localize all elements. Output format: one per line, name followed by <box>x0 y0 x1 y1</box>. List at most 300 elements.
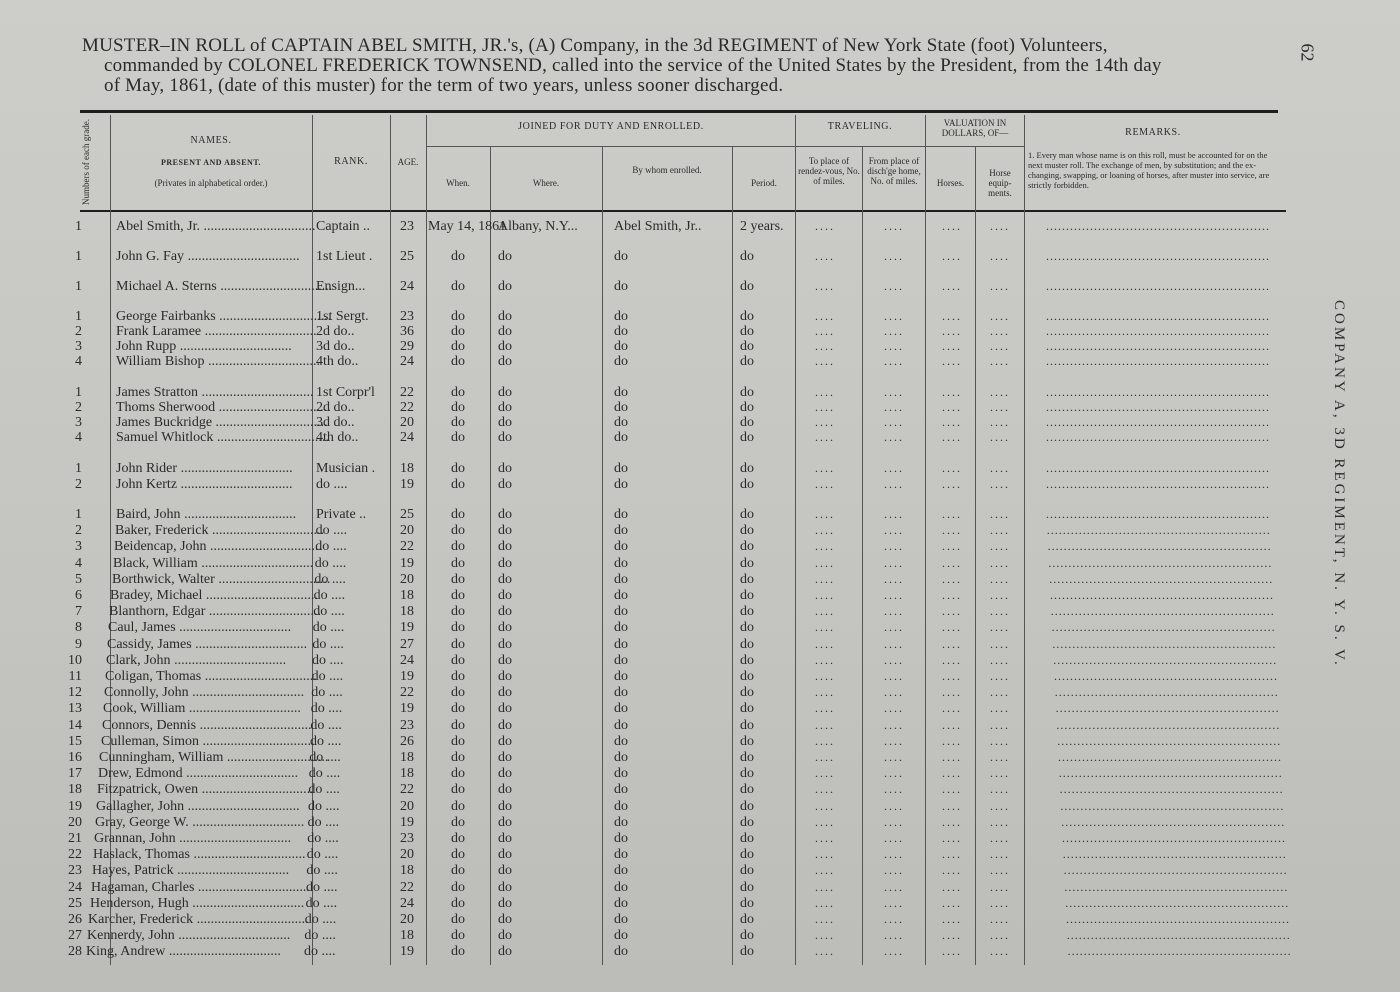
enrolled-by: do <box>614 477 628 492</box>
row-number: 25 <box>68 895 82 911</box>
enroll-period: do <box>740 430 754 445</box>
enroll-period: do <box>740 539 754 555</box>
member-name: James Buckridge ..... <box>116 415 346 430</box>
to-place-blank: .... <box>815 400 835 414</box>
row-number: 1 <box>75 507 82 522</box>
table-row <box>0 637 1290 652</box>
enrolled-by: do <box>614 309 628 324</box>
enroll-period: do <box>740 249 754 264</box>
enrolled-by: do <box>614 766 628 782</box>
header-where: Where. <box>532 178 560 188</box>
enrolled-by: do <box>614 912 628 927</box>
member-name: John G. Fay ..... <box>116 249 346 264</box>
remarks-blank: ........................................................ <box>1046 279 1270 293</box>
from-place-blank: .... <box>884 523 904 538</box>
horses-blank: .... <box>942 249 962 263</box>
enroll-where: do <box>498 324 512 339</box>
horses-blank: .... <box>942 219 962 233</box>
enroll-period: do <box>740 814 754 830</box>
member-name: Gallagher, John ..... <box>96 799 326 814</box>
remarks-blank: ........................................................ <box>1063 863 1288 878</box>
enroll-period: do <box>740 555 754 571</box>
from-place-blank: .... <box>884 461 904 475</box>
member-rank: Private .. <box>316 507 367 522</box>
table-row <box>0 572 1290 587</box>
enrolled-by: do <box>614 588 628 603</box>
enrolled-by: do <box>614 249 628 264</box>
row-number: 23 <box>68 863 82 879</box>
header-from-place: From place of disch'ge home, No. of miles. <box>867 156 921 186</box>
enroll-where: do <box>498 309 512 324</box>
row-number: 4 <box>75 430 82 445</box>
member-age: 18 <box>400 604 414 620</box>
member-name: Drew, Edmond ..... <box>98 766 328 781</box>
horse-equip-blank: .... <box>990 539 1010 554</box>
remarks-blank: ........................................................ <box>1061 814 1286 829</box>
enrolled-by: do <box>614 400 628 415</box>
from-place-blank: .... <box>884 669 904 683</box>
enroll-where: do <box>498 669 512 684</box>
enroll-where: do <box>498 430 512 445</box>
horse-equip-blank: .... <box>990 814 1010 829</box>
enroll-where: do <box>498 354 512 369</box>
enrolled-by: do <box>614 636 628 652</box>
row-number: 19 <box>68 798 82 814</box>
horse-equip-blank: .... <box>990 279 1010 293</box>
enroll-when: do <box>451 717 465 733</box>
enroll-where: do <box>498 863 512 879</box>
row-number: 1 <box>75 279 82 294</box>
row-number: 18 <box>68 782 82 798</box>
remarks-blank: ........................................................ <box>1051 620 1276 635</box>
header-age: AGE. <box>397 157 419 167</box>
member-age: 24 <box>400 895 414 911</box>
member-rank: do .... <box>306 863 338 879</box>
member-age: 23 <box>400 717 414 733</box>
side-caption: COMPANY A, 3D REGIMENT, N. Y. S. V. <box>1331 300 1347 668</box>
from-place-blank: .... <box>884 588 904 602</box>
enroll-when: do <box>451 652 465 668</box>
header-horse-equipments: Horse equip-ments. <box>988 168 1012 198</box>
member-age: 20 <box>400 523 414 539</box>
member-name: Henderson, Hugh ..... <box>90 896 320 911</box>
horse-equip-blank: .... <box>990 555 1010 570</box>
enroll-when: May 14, 1861 <box>428 219 507 234</box>
enrolled-by: do <box>614 324 628 339</box>
member-name: Frank Laramee ..... <box>116 324 346 339</box>
horses-blank: .... <box>942 539 962 554</box>
header-rule <box>80 110 1278 113</box>
from-place-blank: .... <box>884 766 904 781</box>
horses-blank: .... <box>942 636 962 651</box>
to-place-blank: .... <box>815 477 835 491</box>
enrolled-by: do <box>614 847 628 863</box>
enroll-when: do <box>451 339 465 354</box>
to-place-blank: .... <box>815 309 835 323</box>
enroll-where: do <box>498 750 512 765</box>
horses-blank: .... <box>942 309 962 323</box>
member-rank: 1st Sergt. <box>316 309 369 324</box>
from-place-blank: .... <box>884 339 904 353</box>
enrolled-by: do <box>614 571 628 587</box>
from-place-blank: .... <box>884 249 904 263</box>
member-name: Michael A. Sterns ..... <box>116 279 346 294</box>
from-place-blank: .... <box>884 701 904 716</box>
from-place-blank: .... <box>884 652 904 667</box>
horse-equip-blank: .... <box>990 750 1010 764</box>
enrolled-by: do <box>614 385 628 400</box>
member-age: 19 <box>400 814 414 830</box>
horse-equip-blank: .... <box>990 523 1010 538</box>
horses-blank: .... <box>942 415 962 429</box>
enroll-where: do <box>498 636 512 652</box>
member-name: John Kertz ..... <box>116 477 346 492</box>
row-number: 1 <box>75 309 82 324</box>
enroll-where: do <box>498 477 512 492</box>
row-number: 17 <box>68 766 82 782</box>
horses-blank: .... <box>942 928 962 943</box>
row-number: 10 <box>68 652 82 668</box>
enroll-period: do <box>740 766 754 782</box>
enroll-where: do <box>498 415 512 430</box>
member-age: 19 <box>400 669 414 684</box>
table-row <box>0 477 1290 492</box>
from-place-blank: .... <box>884 507 904 521</box>
enroll-period: do <box>740 750 754 765</box>
enroll-when: do <box>451 944 465 960</box>
member-age: 19 <box>400 555 414 571</box>
member-age: 24 <box>400 430 414 445</box>
horses-blank: .... <box>942 430 962 444</box>
to-place-blank: .... <box>815 430 835 444</box>
enrolled-by: do <box>614 669 628 684</box>
table-row <box>0 815 1290 830</box>
enroll-period: do <box>740 571 754 587</box>
enroll-where: do <box>498 831 512 846</box>
horses-blank: .... <box>942 701 962 716</box>
member-age: 22 <box>400 685 414 701</box>
member-rank: do .... <box>312 652 344 668</box>
horse-equip-blank: .... <box>990 604 1010 619</box>
member-name: James Stratton ..... <box>116 385 346 400</box>
enroll-where: do <box>498 912 512 927</box>
remarks-blank: ........................................................ <box>1057 733 1282 748</box>
enroll-period: do <box>740 620 754 636</box>
from-place-blank: .... <box>884 847 904 862</box>
to-place-blank: .... <box>815 415 835 429</box>
enroll-period: do <box>740 895 754 911</box>
member-name: Beidencap, John ..... <box>114 539 344 554</box>
enroll-period: do <box>740 847 754 863</box>
enroll-when: do <box>451 430 465 445</box>
enroll-when: do <box>451 588 465 603</box>
member-rank: do .... <box>314 571 346 587</box>
member-rank: do .... <box>306 847 339 863</box>
remarks-blank: ........................................................ <box>1046 523 1271 538</box>
table-row <box>0 461 1290 476</box>
title-line-3: of May, 1861, (date of this muster) for the term of two years, unless sooner discharged. <box>104 75 784 96</box>
horse-equip-blank: .... <box>990 863 1010 878</box>
member-age: 23 <box>400 219 414 234</box>
member-name: John Rider ..... <box>116 461 346 476</box>
enroll-when: do <box>451 571 465 587</box>
member-rank: do .... <box>306 879 338 895</box>
horse-equip-blank: .... <box>990 400 1010 414</box>
enroll-when: do <box>451 477 465 492</box>
table-row <box>0 847 1290 862</box>
enroll-where: do <box>498 928 512 944</box>
to-place-blank: .... <box>815 555 835 570</box>
enrolled-by: do <box>614 798 628 814</box>
table-row <box>0 354 1290 369</box>
horses-blank: .... <box>942 571 962 586</box>
to-place-blank: .... <box>815 912 835 926</box>
member-name: Borthwick, Walter ..... <box>112 572 342 587</box>
member-name: Cassidy, James ..... <box>107 637 337 652</box>
member-rank: do .... <box>304 944 336 960</box>
enroll-period: do <box>740 928 754 944</box>
enroll-period: do <box>740 523 754 539</box>
enroll-when: do <box>451 507 465 522</box>
from-place-blank: .... <box>884 782 904 797</box>
enrolled-by: do <box>614 279 628 294</box>
to-place-blank: .... <box>815 944 835 959</box>
enroll-period: do <box>740 415 754 430</box>
table-row <box>0 539 1290 554</box>
enroll-when: do <box>451 750 465 765</box>
row-number: 3 <box>75 339 82 354</box>
horse-equip-blank: .... <box>990 324 1010 338</box>
to-place-blank: .... <box>815 620 835 635</box>
horse-equip-blank: .... <box>990 354 1010 368</box>
member-age: 27 <box>400 636 414 652</box>
enrolled-by: do <box>614 717 628 733</box>
member-age: 23 <box>400 831 414 846</box>
member-rank: 3d do.. <box>316 415 355 430</box>
remarks-blank: ........................................................ <box>1046 309 1270 323</box>
remarks-blank: ........................................................ <box>1065 895 1290 910</box>
horse-equip-blank: .... <box>990 912 1010 926</box>
enroll-when: do <box>451 701 465 717</box>
member-age: 23 <box>400 309 414 324</box>
row-number: 13 <box>68 701 82 717</box>
member-rank: do .... <box>315 539 347 555</box>
to-place-blank: .... <box>815 831 835 845</box>
member-name: Caul, James ..... <box>108 620 338 635</box>
to-place-blank: .... <box>815 604 835 619</box>
enroll-where: do <box>498 249 512 264</box>
horses-blank: .... <box>942 831 962 845</box>
from-place-blank: .... <box>884 863 904 878</box>
row-number: 2 <box>75 523 82 539</box>
title-line-2: commanded by COLONEL FREDERICK TOWNSEND, called into the service of the United States by the President, from the 14th day <box>104 55 1162 76</box>
member-rank: 2d do.. <box>316 400 355 415</box>
row-number: 8 <box>75 620 82 636</box>
enrolled-by: do <box>614 685 628 701</box>
from-place-blank: .... <box>884 555 904 570</box>
member-rank: do .... <box>311 669 344 684</box>
remarks-blank: ........................................................ <box>1058 766 1283 781</box>
member-age: 36 <box>400 324 414 339</box>
row-number: 20 <box>68 814 82 830</box>
enroll-where: do <box>498 782 512 798</box>
member-age: 18 <box>400 588 414 603</box>
header-to-place: To place of rendez-vous, No. of miles. <box>798 156 860 186</box>
enrolled-by: do <box>614 652 628 668</box>
horses-blank: .... <box>942 750 962 764</box>
member-name: Connolly, John ..... <box>104 685 334 700</box>
to-place-blank: .... <box>815 249 835 263</box>
member-name: Culleman, Simon ..... <box>101 734 331 749</box>
table-row <box>0 685 1290 700</box>
header-horses: Horses. <box>936 178 965 188</box>
to-place-blank: .... <box>815 461 835 475</box>
enroll-where: do <box>498 652 512 668</box>
enroll-where: do <box>498 461 512 476</box>
member-rank: 1st Lieut . <box>316 249 373 264</box>
member-rank: do .... <box>305 895 338 911</box>
row-number: 7 <box>75 604 82 620</box>
header-joined: JOINED FOR DUTY AND ENROLLED. <box>518 121 704 132</box>
enroll-when: do <box>451 669 465 684</box>
member-name: Fitzpatrick, Owen ..... <box>97 782 327 797</box>
enrolled-by: do <box>614 895 628 911</box>
to-place-blank: .... <box>815 339 835 353</box>
table-row <box>0 249 1290 264</box>
member-rank: do .... <box>304 928 336 944</box>
member-rank: Musician . <box>316 461 376 476</box>
title-line-1: MUSTER–IN ROLL of CAPTAIN ABEL SMITH, JR.'s, (A) Company, in the 3d REGIMENT of New York State (foot) Volunteers, <box>82 35 1108 56</box>
to-place-blank: .... <box>815 588 835 602</box>
horses-blank: .... <box>942 354 962 368</box>
member-rank: do .... <box>313 588 346 603</box>
horse-equip-blank: .... <box>990 717 1010 732</box>
enroll-when: do <box>451 604 465 620</box>
member-name: Hayes, Patrick ..... <box>92 863 322 878</box>
from-place-blank: .... <box>884 944 904 959</box>
member-rank: Ensign... <box>316 279 366 294</box>
horse-equip-blank: .... <box>990 385 1010 399</box>
horses-blank: .... <box>942 863 962 878</box>
header-remarks: REMARKS. <box>1125 127 1181 138</box>
horses-blank: .... <box>942 385 962 399</box>
horses-blank: .... <box>942 798 962 813</box>
enroll-when: do <box>451 831 465 846</box>
enroll-when: do <box>451 461 465 476</box>
enroll-period: do <box>740 477 754 492</box>
member-age: 19 <box>400 701 414 717</box>
enroll-when: do <box>451 555 465 571</box>
horse-equip-blank: .... <box>990 620 1010 635</box>
enrolled-by: do <box>614 863 628 879</box>
header-when: When. <box>446 178 470 188</box>
member-rank: do .... <box>311 685 343 701</box>
member-age: 18 <box>400 863 414 879</box>
remarks-blank: ........................................................ <box>1062 847 1287 862</box>
to-place-blank: .... <box>815 523 835 538</box>
from-place-blank: .... <box>884 928 904 943</box>
table-row <box>0 718 1290 733</box>
enroll-when: do <box>451 928 465 944</box>
remarks-blank: ........................................................ <box>1050 604 1275 619</box>
from-place-blank: .... <box>884 879 904 894</box>
horse-equip-blank: .... <box>990 701 1010 716</box>
to-place-blank: .... <box>815 782 835 797</box>
to-place-blank: .... <box>815 507 835 521</box>
enroll-when: do <box>451 523 465 539</box>
enroll-when: do <box>451 309 465 324</box>
table-row <box>0 415 1290 430</box>
horses-blank: .... <box>942 279 962 293</box>
table-row <box>0 766 1290 781</box>
member-rank: do .... <box>308 766 341 782</box>
table-row <box>0 385 1290 400</box>
to-place-blank: .... <box>815 539 835 554</box>
enroll-when: do <box>451 415 465 430</box>
member-rank: 4th do.. <box>316 430 359 445</box>
remarks-blank: ........................................................ <box>1054 685 1279 700</box>
to-place-blank: .... <box>815 685 835 700</box>
enroll-where: do <box>498 847 512 863</box>
enroll-where: do <box>498 879 512 895</box>
to-place-blank: .... <box>815 928 835 943</box>
horses-blank: .... <box>942 555 962 570</box>
horses-blank: .... <box>942 461 962 475</box>
to-place-blank: .... <box>815 766 835 781</box>
enroll-period: do <box>740 652 754 668</box>
enrolled-by: do <box>614 430 628 445</box>
member-age: 18 <box>400 766 414 782</box>
row-number: 2 <box>75 400 82 415</box>
member-age: 19 <box>400 620 414 636</box>
member-rank: do .... <box>307 831 339 846</box>
member-rank: do .... <box>313 604 345 620</box>
remarks-blank: ........................................................ <box>1056 717 1281 732</box>
to-place-blank: .... <box>815 750 835 764</box>
table-row <box>0 400 1290 415</box>
from-place-blank: .... <box>884 733 904 748</box>
remarks-blank: ........................................................ <box>1052 636 1277 651</box>
enrolled-by: do <box>614 733 628 749</box>
remarks-blank: ........................................................ <box>1046 324 1270 338</box>
to-place-blank: .... <box>815 636 835 651</box>
remarks-blank: ........................................................ <box>1062 831 1286 845</box>
enrolled-by: do <box>614 354 628 369</box>
header-names: NAMES. <box>190 135 232 146</box>
member-rank: do .... <box>312 636 344 652</box>
member-name: King, Andrew ..... <box>86 944 316 959</box>
enroll-period: do <box>740 831 754 846</box>
horses-blank: .... <box>942 912 962 926</box>
row-number: 27 <box>68 928 82 944</box>
enroll-when: do <box>451 539 465 555</box>
member-rank: do .... <box>316 477 348 492</box>
member-age: 24 <box>400 279 414 294</box>
enroll-when: do <box>451 912 465 927</box>
row-number: 15 <box>68 733 82 749</box>
from-place-blank: .... <box>884 750 904 764</box>
enroll-when: do <box>451 385 465 400</box>
member-rank: 2d do.. <box>316 324 355 339</box>
member-age: 26 <box>400 733 414 749</box>
enrolled-by: do <box>614 539 628 555</box>
member-rank: do .... <box>312 620 345 636</box>
enroll-period: do <box>740 354 754 369</box>
enroll-period: do <box>740 863 754 879</box>
from-place-blank: .... <box>884 814 904 829</box>
member-rank: do .... <box>310 733 342 749</box>
horse-equip-blank: .... <box>990 309 1010 323</box>
